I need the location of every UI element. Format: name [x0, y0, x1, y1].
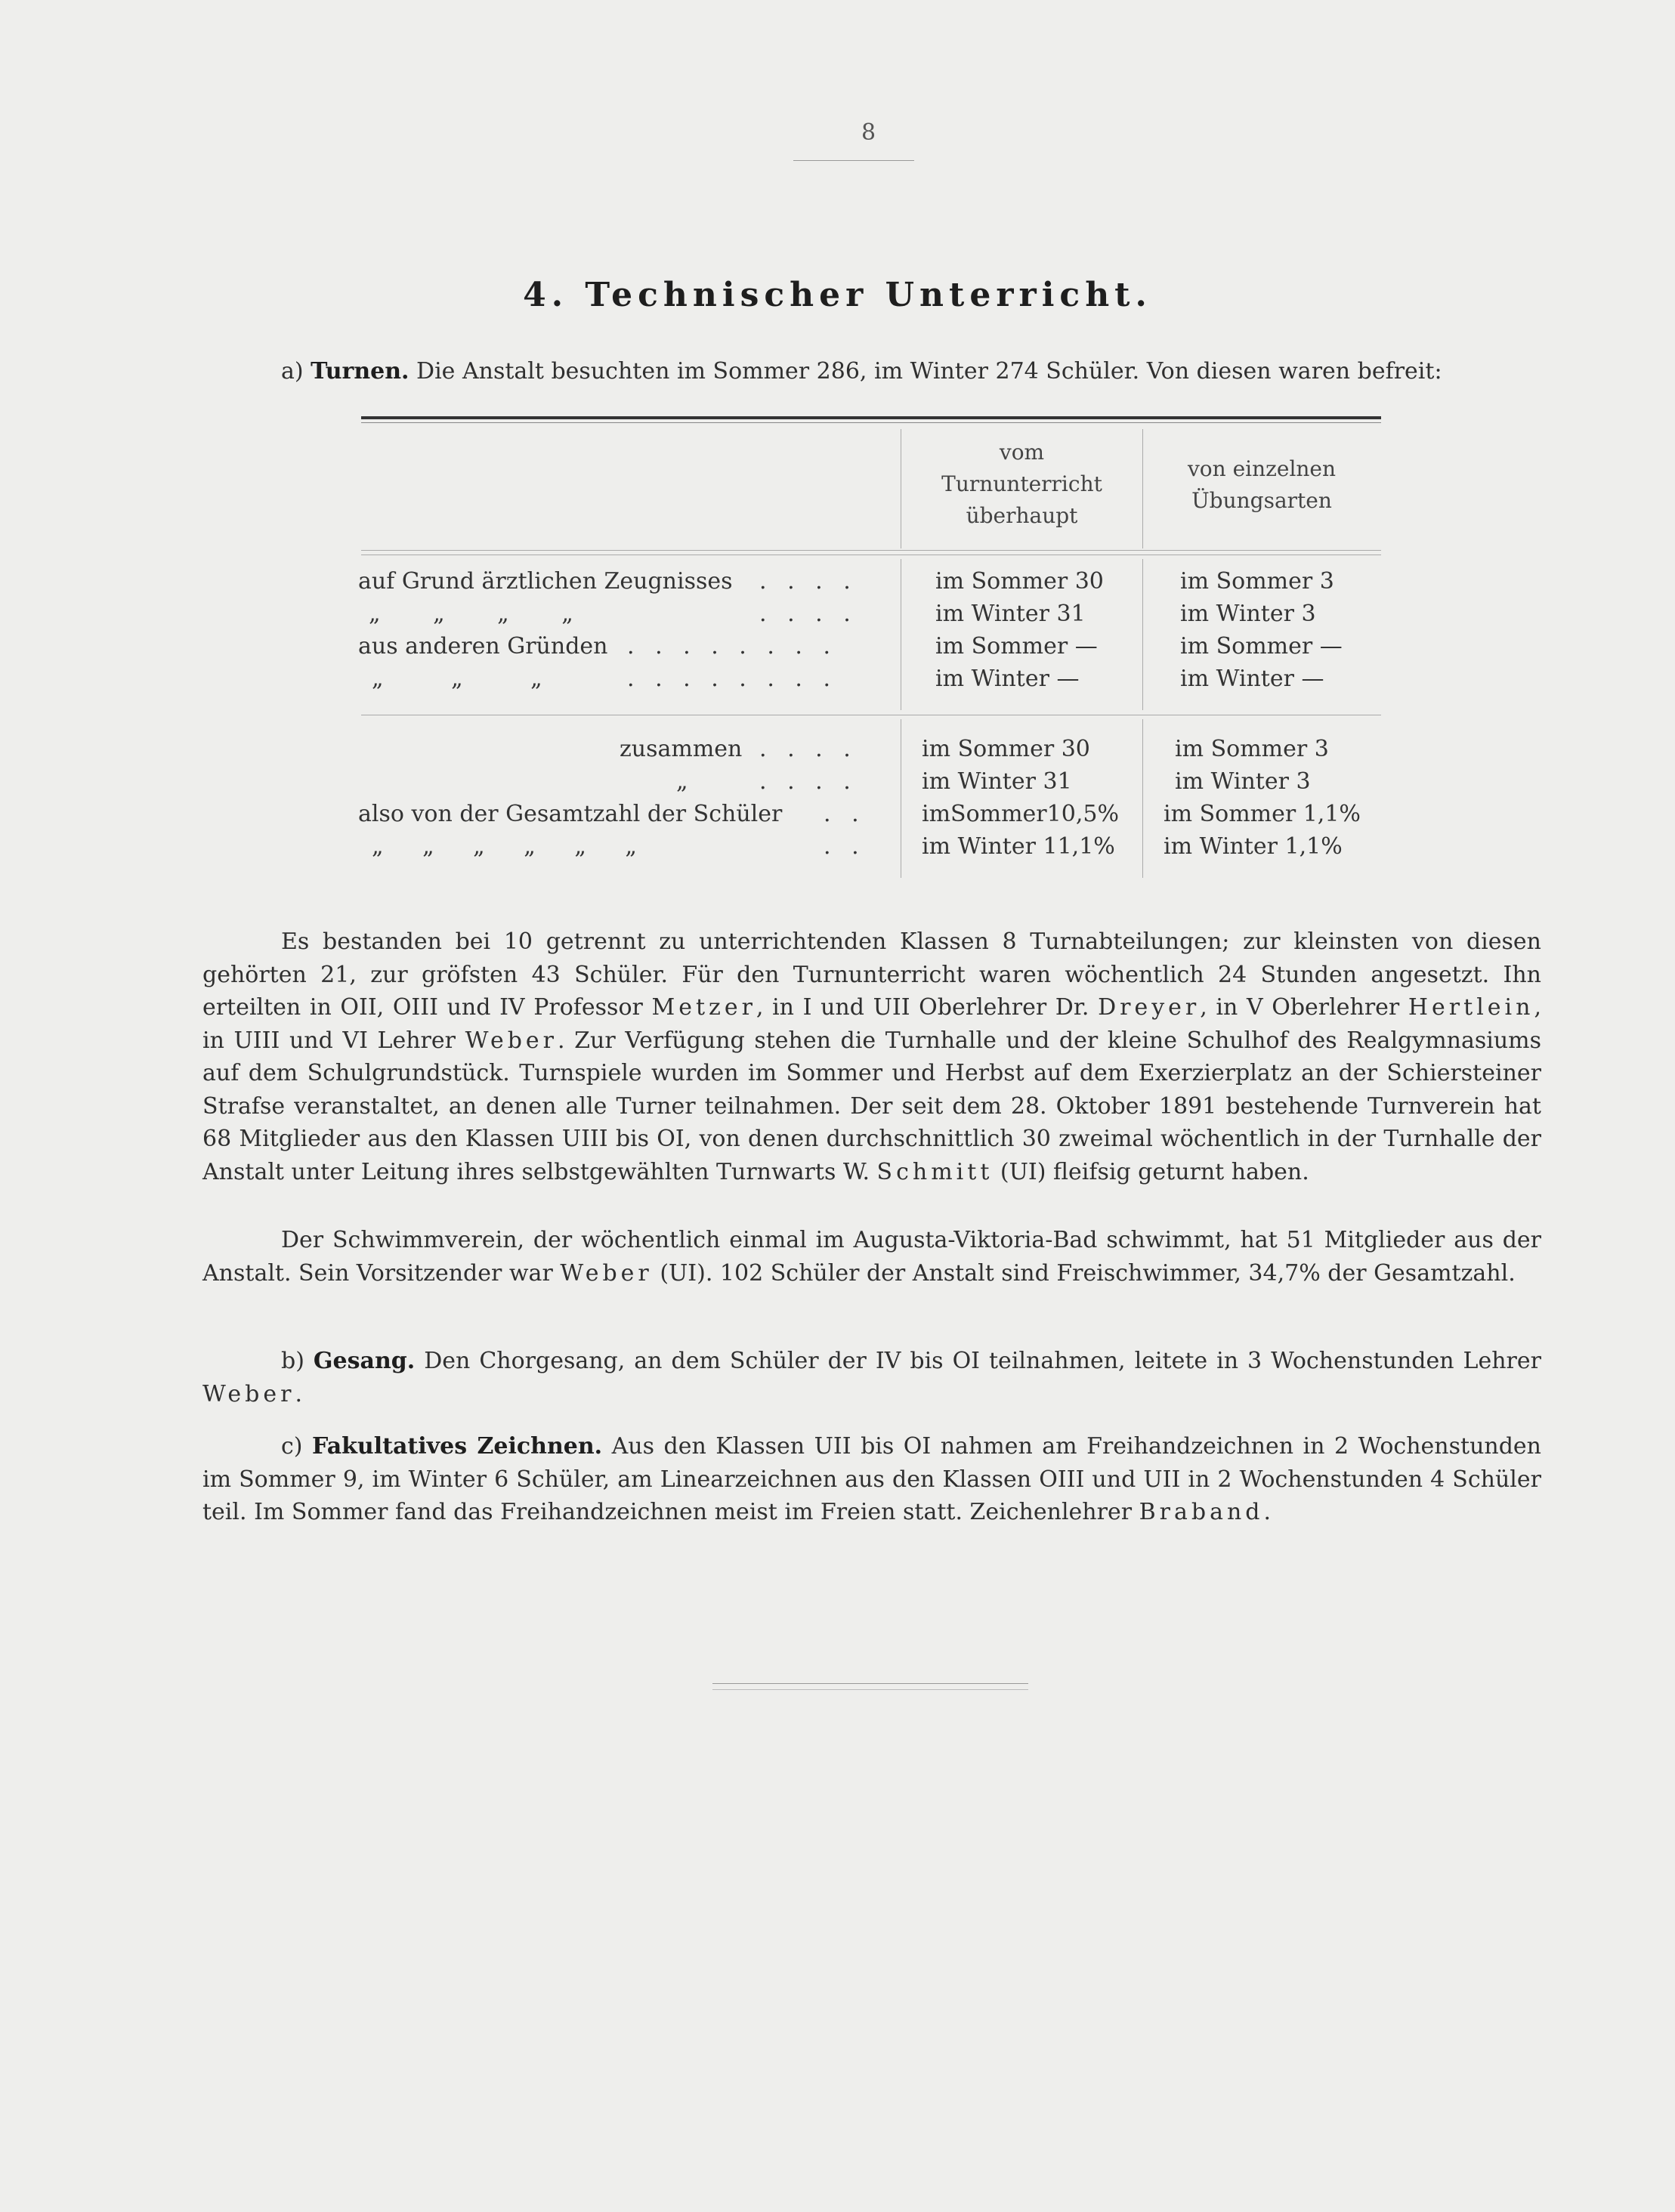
row-value-turnunterricht: im Winter 31 — [935, 601, 1086, 627]
row-value-uebungsarten: im Sommer — — [1180, 633, 1343, 660]
row-value-turnunterricht: im Sommer 30 — [935, 568, 1104, 595]
table-col-divider — [1142, 559, 1143, 710]
row-dots: . . . . . . . . — [627, 633, 838, 660]
text: (UI). 102 Schüler der Anstalt sind Freischwimmer, 34,7% der Gesamtzahl. — [652, 1259, 1516, 1287]
col-header-turnunterricht — [903, 437, 1141, 532]
name-hertlein: Hertlein — [1408, 994, 1534, 1021]
row-label: „ „ „ „ — [369, 601, 573, 627]
label: b) — [281, 1348, 304, 1374]
heading-zeichnen: Fakultatives Zeichnen. — [312, 1433, 603, 1460]
row-value-turnunterricht: im Sommer 30 — [922, 736, 1090, 762]
row-dots: . . . . — [759, 736, 858, 762]
closing-rule — [712, 1683, 1028, 1684]
row-value-uebungsarten: im Winter — — [1180, 666, 1324, 692]
name-braband: Braband — [1139, 1499, 1264, 1525]
table-top-rule — [361, 416, 1381, 419]
row-label: auf Grund ärztlichen Zeugnisses — [358, 568, 733, 595]
header-line: Turnunterricht — [941, 471, 1102, 496]
name-schmitt: Schmitt — [876, 1158, 994, 1185]
row-value-turnunterricht: im Winter — — [935, 666, 1080, 692]
header-line: überhaupt — [966, 503, 1078, 528]
paragraph-turnen — [202, 925, 1541, 1188]
col-header-uebungsarten — [1145, 453, 1379, 517]
text: . — [1263, 1499, 1272, 1525]
row-value-uebungsarten: im Sommer 3 — [1180, 568, 1334, 595]
row-dots: . . . . . . . . — [627, 666, 838, 692]
name-weber: Weber — [202, 1380, 295, 1407]
text: Der Schwimmverein, der wöchentlich einmal im Augusta-Viktoria-Bad schwimmt, hat 51 Mitglieder aus der Anstalt. Sein Vorsitzender war — [202, 1227, 1541, 1287]
row-label: zusammen — [620, 736, 743, 762]
row-value-uebungsarten: im Winter 3 — [1180, 601, 1316, 627]
turnen-label: a) — [281, 358, 304, 385]
row-label: „ „ „ „ „ „ — [372, 833, 637, 860]
name-weber: Weber — [465, 1027, 558, 1054]
row-label: „ „ „ — [372, 666, 542, 692]
row-value-turnunterricht: imSommer10,5% — [922, 801, 1119, 827]
table-header-rule — [361, 550, 1381, 551]
row-value-turnunterricht: im Winter 31 — [922, 768, 1072, 795]
text: Aus den Klassen UII bis OI nahmen am Freihandzeichnen in 2 Wochenstunden im Sommer 9, im Winter 6 Schüler, am Linearzeichnen aus den Klassen OIII und UII in 2 Wochenstunden 4 Schüler teil. Im Sommer fand das Freihandzeichnen meist im Freien statt. Zeichenlehrer — [202, 1433, 1541, 1525]
row-dots: . . . . — [759, 768, 858, 795]
label: c) — [281, 1433, 303, 1460]
paragraph-gesang — [202, 1345, 1541, 1410]
row-value-turnunterricht: im Winter 11,1% — [922, 833, 1115, 860]
name-dreyer: Dreyer — [1098, 994, 1201, 1021]
text: Es bestanden bei 10 getrennt zu unterrichtenden Klassen 8 Turnabteilungen; zur kleinsten von diesen gehörten 21, zur gröfsten 43 Schüler. Für den Turnunterricht waren wöchentlich 24 Stunden angesetzt. Ihn erteilten in OII, OIII und IV Professor — [202, 928, 1541, 1021]
closing-rule — [712, 1689, 1028, 1690]
turnen-intro-text: Die Anstalt besuchten im Sommer 286, im Winter 274 Schüler. Von diesen waren befreit: — [416, 358, 1442, 385]
row-dots: . . . . — [759, 601, 858, 627]
row-value-turnunterricht: im Sommer — — [935, 633, 1098, 660]
name-metzer: Metzer — [651, 994, 756, 1021]
header-line: Übungsarten — [1191, 488, 1332, 513]
table-col-divider — [1142, 429, 1143, 548]
row-value-uebungsarten: im Sommer 3 — [1175, 736, 1329, 762]
header-line: von einzelnen — [1187, 456, 1337, 481]
table-top-rule-thin — [361, 422, 1381, 423]
row-dots: . . . . — [759, 568, 858, 595]
text: , in UIII und VI Lehrer — [202, 994, 1541, 1054]
page-number-rule — [793, 160, 914, 161]
text: , in I und UII Oberlehrer Dr. — [756, 994, 1099, 1021]
row-dots: . . — [824, 833, 866, 860]
table-col-divider — [1142, 719, 1143, 878]
row-label: also von der Gesamtzahl der Schüler — [358, 801, 783, 827]
text: . — [295, 1380, 302, 1407]
name-weber: Weber — [560, 1259, 653, 1287]
row-label: „ — [676, 768, 688, 795]
turnen-intro — [202, 355, 1541, 388]
paragraph-zeichnen — [202, 1430, 1541, 1529]
turnen-heading: Turnen. — [311, 358, 409, 385]
section-title: 4. Technischer Unterricht. — [523, 276, 1152, 314]
text: , in V Oberlehrer — [1200, 994, 1408, 1021]
heading-gesang: Gesang. — [313, 1348, 416, 1374]
row-value-uebungsarten: im Winter 3 — [1175, 768, 1311, 795]
row-value-uebungsarten: im Sommer 1,1% — [1164, 801, 1361, 827]
header-line: vom — [999, 440, 1045, 465]
text: (UI) fleifsig geturnt haben. — [993, 1158, 1309, 1185]
row-dots: . . — [824, 801, 866, 827]
text: . Zur Verfügung stehen die Turnhalle und der kleine Schulhof des Realgymnasiums auf dem Schulgrundstück. Turnspiele wurden im Sommer und Herbst auf dem Exerzierplatz an der Schiersteiner Strafse veranstaltet, an denen alle Turner teilnahmen. Der seit dem 28. Oktober 1891 bestehende Turnverein hat 68 Mitglieder aus den Klassen UIII bis OI, von denen durchschnittlich 30 zweimal wöchentlich in der Turnhalle der Anstalt unter Leitung ihres selbstgewählten Turnwarts W. — [202, 1027, 1542, 1185]
row-value-uebungsarten: im Winter 1,1% — [1164, 833, 1343, 860]
page-number: 8 — [861, 119, 876, 146]
paragraph-schwimmverein — [202, 1224, 1541, 1290]
text: Den Chorgesang, an dem Schüler der IV bis OI teilnahmen, leitete in 3 Wochenstunden Lehrer — [415, 1348, 1541, 1374]
row-label: aus anderen Gründen — [358, 633, 608, 660]
